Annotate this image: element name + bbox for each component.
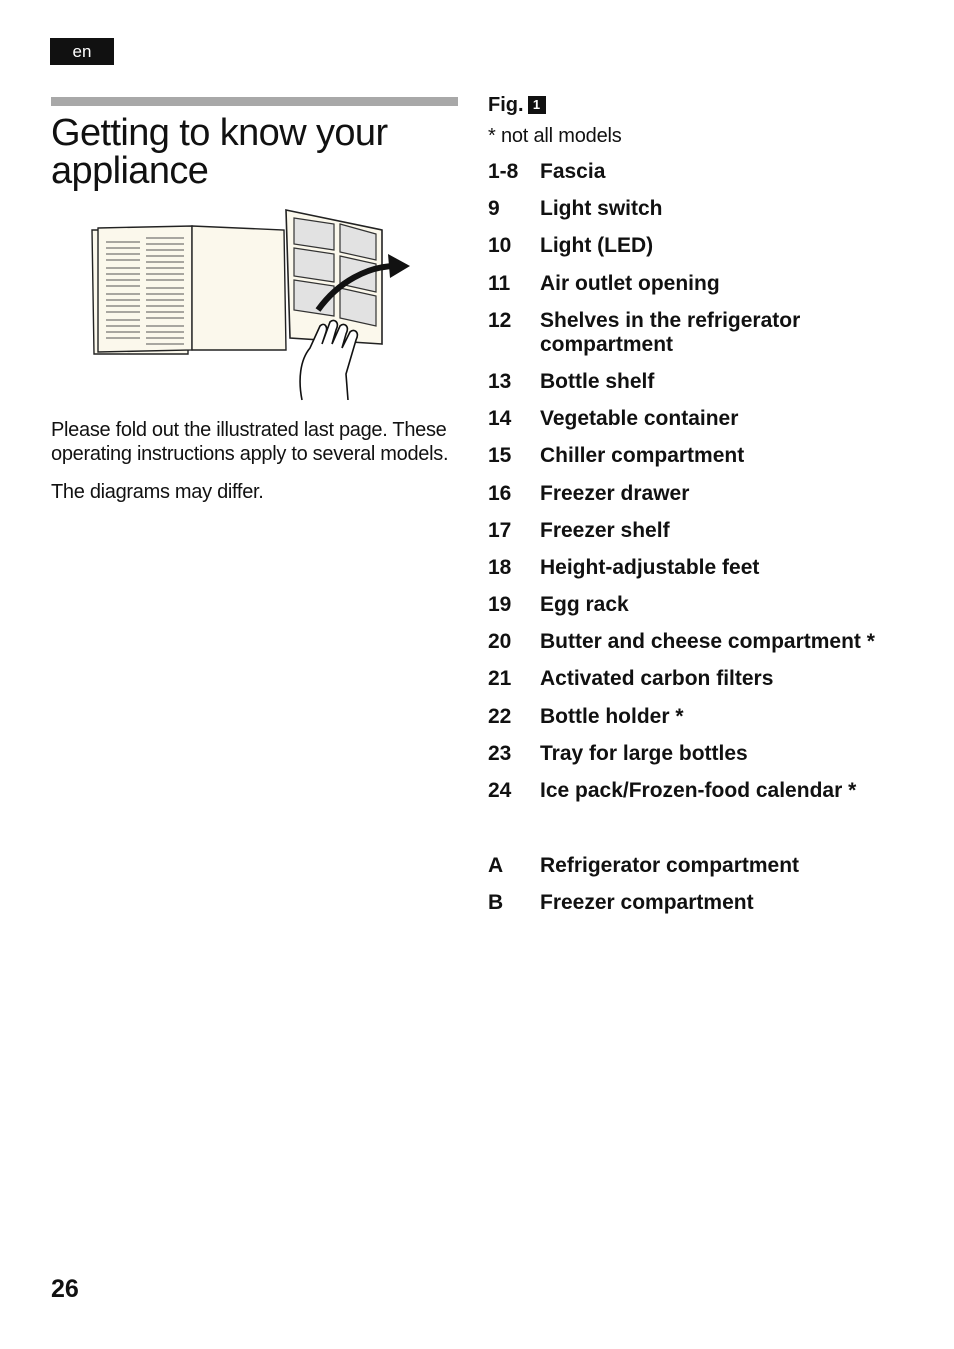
- legend-spacer: [488, 816, 928, 854]
- legend-item: [488, 667, 928, 691]
- legend-item-label: Ice pack/Frozen-food calendar *: [540, 779, 857, 802]
- legend-item-number: 24: [488, 779, 512, 802]
- legend-item: [488, 272, 928, 296]
- intro-paragraph: Please fold out the illustrated last page. These operating instructions apply to several models.: [51, 419, 449, 465]
- legend-item-label: Freezer compartment: [540, 891, 754, 915]
- legend-item-label: Bottle shelf: [540, 369, 655, 393]
- legend-item-label: Egg rack: [540, 593, 629, 617]
- legend-item-label: Freezer drawer: [540, 481, 690, 505]
- legend-item: [488, 482, 928, 506]
- legend-item-label: Bottle holder *: [540, 704, 684, 728]
- page-number: 26: [51, 1275, 79, 1303]
- legend-item: [488, 197, 928, 221]
- legend-item-number: 20: [488, 630, 512, 654]
- figure-heading: [488, 93, 546, 117]
- legend-item-label: Air outlet opening: [540, 271, 720, 295]
- figure-number-badge: 1: [528, 96, 546, 114]
- legend-item-label: Shelves in the refrigerator compartment: [540, 308, 801, 356]
- legend-item: [488, 444, 928, 468]
- intro-paragraph: The diagrams may differ.: [51, 481, 264, 503]
- legend-item-label: Height-adjustable feet: [540, 555, 760, 579]
- legend-item-number: 18: [488, 555, 512, 579]
- legend-item: [488, 593, 928, 617]
- legend-item-label: Butter and cheese compartment *: [540, 630, 875, 654]
- legend-item-number: 12: [488, 308, 512, 332]
- legend-item-number: A: [488, 854, 504, 878]
- legend-item: [488, 742, 928, 766]
- section-rule: [51, 97, 458, 106]
- legend-item-number: 16: [488, 481, 512, 505]
- legend-item-number: 19: [488, 593, 512, 617]
- legend-item-number: 11: [488, 271, 511, 295]
- legend-item-label: Tray for large bottles: [540, 741, 748, 765]
- legend-item-label: Chiller compartment: [540, 444, 745, 468]
- legend-item: [488, 407, 928, 431]
- legend-item: [488, 630, 928, 654]
- language-badge: en: [50, 38, 114, 65]
- legend-item-number: 23: [488, 741, 512, 765]
- intro-text: [51, 418, 451, 518]
- legend-item-number: 17: [488, 518, 512, 542]
- legend-item-number: B: [488, 891, 504, 915]
- legend-item: [488, 160, 928, 184]
- legend-item: [488, 370, 928, 394]
- legend-item: [488, 854, 928, 878]
- legend-item-label: Fascia: [540, 160, 606, 183]
- fold-out-page-illustration: [88, 204, 418, 404]
- legend-item-label: Light (LED): [540, 234, 654, 258]
- legend-item: [488, 309, 928, 357]
- legend-item: [488, 234, 928, 258]
- legend-item-number: 14: [488, 407, 512, 431]
- page-title: Getting to know your appliance: [51, 112, 388, 192]
- legend-item-label: Light switch: [540, 197, 663, 221]
- figure-legend: [488, 160, 928, 929]
- legend-item-number: 13: [488, 369, 512, 393]
- legend-item-label: Refrigerator compartment: [540, 854, 800, 878]
- legend-item-number: 21: [488, 667, 512, 691]
- legend-item-label: Freezer shelf: [540, 518, 670, 542]
- legend-item-number: 22: [488, 704, 512, 728]
- figure-note: * not all models: [488, 125, 622, 147]
- legend-item: [488, 705, 928, 729]
- legend-item-label: Activated carbon filters: [540, 667, 774, 691]
- legend-item: [488, 779, 928, 803]
- legend-item-number: 1-8: [488, 160, 519, 183]
- legend-item: [488, 556, 928, 580]
- legend-item-number: 10: [488, 234, 512, 258]
- legend-item-label: Vegetable container: [540, 407, 739, 431]
- figure-label: Fig.: [488, 94, 524, 116]
- legend-item-number: 15: [488, 444, 512, 468]
- legend-item: [488, 891, 928, 915]
- legend-item-number: 9: [488, 197, 500, 221]
- legend-item: [488, 519, 928, 543]
